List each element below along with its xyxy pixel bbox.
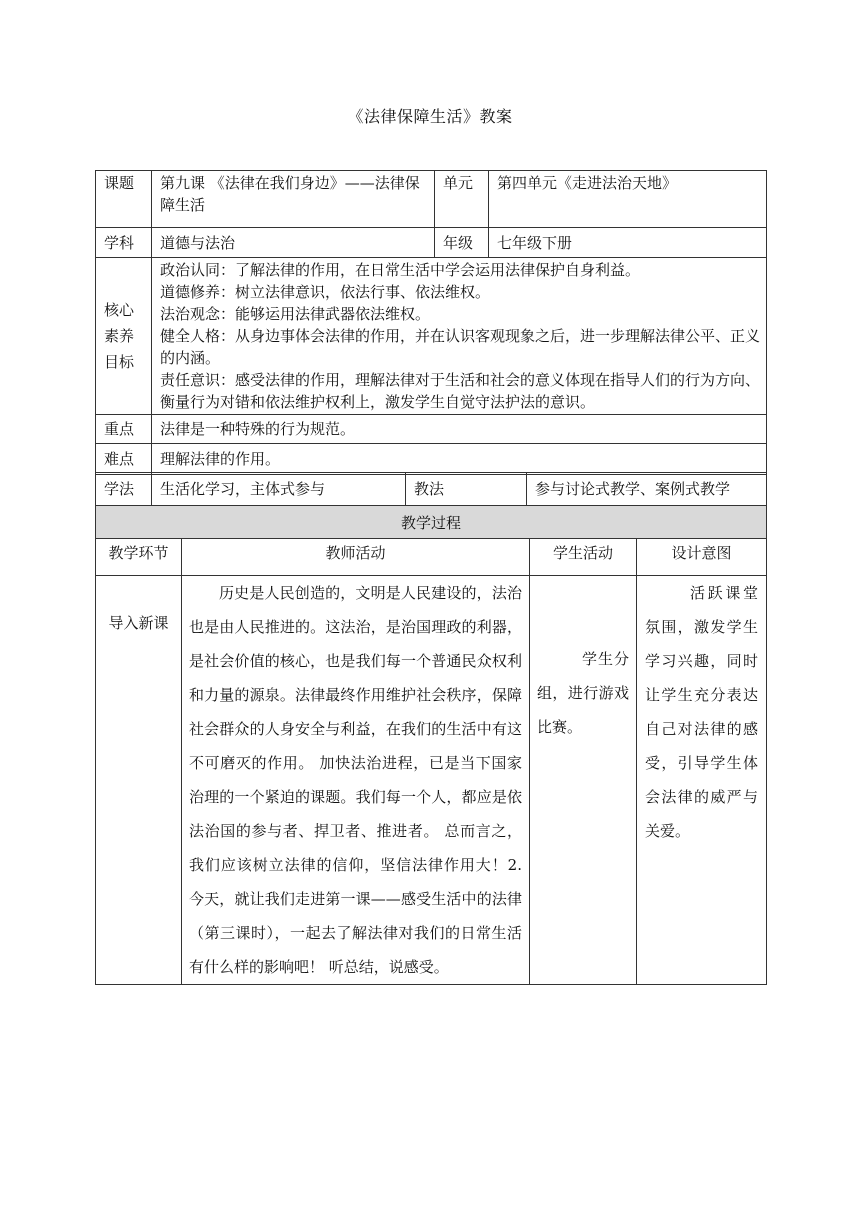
goal-item: 法治观念：能够运用法律武器依法维权。 xyxy=(160,305,431,323)
document-title: 《法律保障生活》教案 xyxy=(347,107,513,126)
info-table xyxy=(95,170,767,475)
design-intent-text: 活跃课堂氛围，激发学生学习兴趣，同时让学生充分表达自己对法律的感受，引导学生体会法律的威严与关爱。 xyxy=(645,584,759,840)
subject-label: 学科 xyxy=(96,228,152,258)
goal-item: 责任意识：感受法律的作用，理解法律对于生活和社会的意义体现在指导人们的行为方向、衡量行为对错和依法维护权利上，激发学生自觉守法护法的意识。 xyxy=(160,371,761,411)
student-activity-text: 学生分组，进行游戏比赛。 xyxy=(537,650,629,736)
learning-method-value: 生活化学习，主体式参与 xyxy=(152,473,406,506)
unit-value: 第四单元《走进法治天地》 xyxy=(489,171,767,228)
grade-value: 七年级下册 xyxy=(489,228,767,258)
header-stage: 教学环节 xyxy=(96,539,182,576)
learning-method-label: 学法 xyxy=(96,473,152,506)
lesson-value: 第九课 《法律在我们身边》——法律保障生活 xyxy=(152,171,435,228)
key-point-value: 法律是一种特殊的行为规范。 xyxy=(152,415,767,444)
goal-item: 健全人格：从身边事体会法律的作用，并在认识客观现象之后，进一步理解法律公平、正义的内涵。 xyxy=(160,327,761,367)
lesson-label: 课题 xyxy=(96,171,152,228)
key-point-label: 重点 xyxy=(96,415,152,444)
row-teacher-activity xyxy=(182,576,530,985)
teaching-method-value: 参与讨论式教学、案例式教学 xyxy=(527,473,767,506)
process-table xyxy=(95,505,767,985)
method-table xyxy=(95,472,767,506)
header-student: 学生活动 xyxy=(530,539,637,576)
teaching-method-label: 教法 xyxy=(406,473,527,506)
row-design-intent xyxy=(637,576,767,985)
header-design: 设计意图 xyxy=(637,539,767,576)
row-student-activity xyxy=(530,576,637,985)
process-title: 教学过程 xyxy=(96,506,767,539)
goal-item: 政治认同：了解法律的作用，在日常生活中学会运用法律保护自身利益。 xyxy=(160,261,641,279)
difficulty-label: 难点 xyxy=(96,444,152,475)
row-stage: 导入新课 xyxy=(96,576,182,985)
goal-item: 道德修养：树立法律意识，依法行事、依法维权。 xyxy=(160,283,491,301)
goals-list xyxy=(152,258,767,415)
unit-label: 单元 xyxy=(435,171,489,228)
header-teacher: 教师活动 xyxy=(182,539,530,576)
goals-label: 核心素养目标 xyxy=(96,258,152,415)
teacher-activity-text: 历史是人民创造的，文明是人民建设的，法治也是由人民推进的。这法治，是治国理政的利器，是社会价值的核心，也是我们每一个普通民众权利和力量的源泉。法律最终作用维护社会秩序，保障社会群众的人身安全与利益，在我们的生活中有这不可磨灭的作用。 加快法治进程，已是当下国家治理的一个紧迫的课题。我们每一个人，都应是依法治国的参与者、捍卫者、推进者。 总而言之，我们应该树立法律的信仰，坚信法律作用大！2. 今天，就让我们走进第一课——感受生活中的法律（第三课时），一起去了解法律对我们的日常生活有什么样的影响吧！ 听总结，说感受。 xyxy=(189,584,522,976)
difficulty-value: 理解法律的作用。 xyxy=(152,444,767,475)
grade-label: 年级 xyxy=(435,228,489,258)
subject-value: 道德与法治 xyxy=(152,228,435,258)
